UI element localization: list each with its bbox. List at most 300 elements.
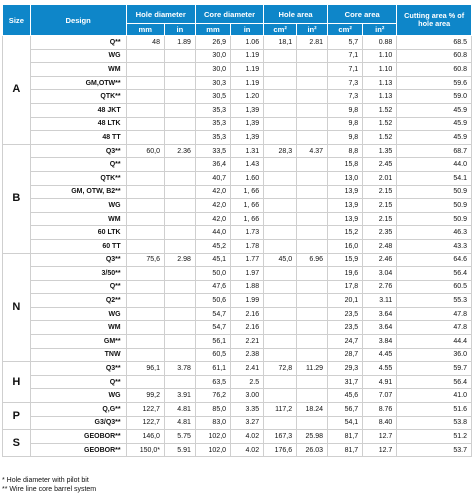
cell-core-in: 2.5 bbox=[231, 375, 264, 389]
cell-core-mm: 47,6 bbox=[195, 280, 230, 294]
table-header bbox=[3, 5, 472, 36]
cell-design: Q3** bbox=[30, 253, 126, 267]
cell-core-in: 1.73 bbox=[231, 226, 264, 240]
unit-core-mm: mm bbox=[195, 24, 230, 36]
cell-hole-in: 2.36 bbox=[164, 144, 195, 158]
table-row bbox=[3, 36, 472, 50]
cell-core-in: 1.06 bbox=[231, 36, 264, 50]
cell-core-mm: 56,1 bbox=[195, 335, 230, 349]
cell-carea-in2: 4.91 bbox=[363, 375, 397, 389]
cell-carea-in2: 1.13 bbox=[363, 76, 397, 90]
cell-design: GEOBOR** bbox=[30, 443, 126, 457]
unit-carea-in2: in² bbox=[363, 24, 397, 36]
cell-harea-cm2 bbox=[264, 375, 297, 389]
cell-carea-in2: 2.76 bbox=[363, 280, 397, 294]
cell-cutting-area: 59.6 bbox=[397, 76, 472, 90]
table-row bbox=[3, 294, 472, 308]
cell-hole-in bbox=[164, 212, 195, 226]
cell-design: WM bbox=[30, 63, 126, 77]
cell-cutting-area: 56.4 bbox=[397, 375, 472, 389]
cell-hole-in bbox=[164, 239, 195, 253]
table-row bbox=[3, 267, 472, 281]
cell-hole-in: 5.91 bbox=[164, 443, 195, 457]
cell-carea-in2: 2.45 bbox=[363, 158, 397, 172]
cell-core-mm: 45,2 bbox=[195, 239, 230, 253]
cell-core-in: 4.02 bbox=[231, 430, 264, 444]
cell-harea-in2 bbox=[297, 239, 328, 253]
cell-harea-in2 bbox=[297, 267, 328, 281]
table-body bbox=[3, 36, 472, 457]
cell-carea-in2: 2.35 bbox=[363, 226, 397, 240]
cell-carea-in2: 1.10 bbox=[363, 63, 397, 77]
cell-harea-cm2 bbox=[264, 131, 297, 145]
cell-harea-cm2 bbox=[264, 280, 297, 294]
table-row bbox=[3, 321, 472, 335]
cell-core-in: 1.31 bbox=[231, 144, 264, 158]
table-row bbox=[3, 416, 472, 430]
cell-carea-in2: 8.76 bbox=[363, 403, 397, 417]
cell-carea-cm2: 24,7 bbox=[328, 335, 363, 349]
cell-core-mm: 35,3 bbox=[195, 117, 230, 131]
cell-cutting-area: 53.7 bbox=[397, 443, 472, 457]
cell-cutting-area: 47.8 bbox=[397, 321, 472, 335]
cell-harea-in2: 18.24 bbox=[297, 403, 328, 417]
cell-carea-in2: 1.52 bbox=[363, 103, 397, 117]
cell-core-in: 1,39 bbox=[231, 103, 264, 117]
cell-cutting-area: 50.9 bbox=[397, 199, 472, 213]
cell-harea-in2 bbox=[297, 335, 328, 349]
cell-hole-mm: 99,2 bbox=[126, 389, 164, 403]
cell-core-mm: 50,0 bbox=[195, 267, 230, 281]
cell-core-mm: 30,0 bbox=[195, 49, 230, 63]
cell-core-mm: 63,5 bbox=[195, 375, 230, 389]
cell-core-mm: 26,9 bbox=[195, 36, 230, 50]
cell-hole-in bbox=[164, 76, 195, 90]
cell-carea-cm2: 7,3 bbox=[328, 90, 363, 104]
table-row bbox=[3, 49, 472, 63]
table-row bbox=[3, 185, 472, 199]
cell-hole-in bbox=[164, 117, 195, 131]
cell-cutting-area: 60.8 bbox=[397, 49, 472, 63]
cell-cutting-area: 56.4 bbox=[397, 267, 472, 281]
size-cell: B bbox=[3, 144, 31, 253]
header-core-area: Core area bbox=[328, 5, 397, 24]
table-row bbox=[3, 76, 472, 90]
cell-hole-mm bbox=[126, 63, 164, 77]
cell-core-in: 1.43 bbox=[231, 158, 264, 172]
cell-cutting-area: 68.5 bbox=[397, 36, 472, 50]
table-row bbox=[3, 90, 472, 104]
cell-harea-in2 bbox=[297, 212, 328, 226]
cell-harea-cm2: 117,2 bbox=[264, 403, 297, 417]
cell-cutting-area: 60.5 bbox=[397, 280, 472, 294]
cell-cutting-area: 68.7 bbox=[397, 144, 472, 158]
cell-carea-cm2: 23,5 bbox=[328, 321, 363, 335]
cell-carea-cm2: 31,7 bbox=[328, 375, 363, 389]
cell-core-mm: 35,3 bbox=[195, 131, 230, 145]
cell-hole-in bbox=[164, 49, 195, 63]
cell-carea-in2: 8.40 bbox=[363, 416, 397, 430]
cell-harea-cm2: 18,1 bbox=[264, 36, 297, 50]
table-row bbox=[3, 253, 472, 267]
header-hole-diameter: Hole diameter bbox=[126, 5, 195, 24]
cell-harea-in2 bbox=[297, 294, 328, 308]
cell-core-in: 2.38 bbox=[231, 348, 264, 362]
cell-harea-cm2 bbox=[264, 63, 297, 77]
table-row bbox=[3, 389, 472, 403]
cell-carea-cm2: 13,9 bbox=[328, 212, 363, 226]
cell-harea-cm2 bbox=[264, 267, 297, 281]
cell-core-mm: 30,3 bbox=[195, 76, 230, 90]
cell-harea-cm2 bbox=[264, 103, 297, 117]
cell-hole-in bbox=[164, 103, 195, 117]
cell-design: Q2** bbox=[30, 294, 126, 308]
unit-core-in: in bbox=[231, 24, 264, 36]
cell-harea-in2: 26.03 bbox=[297, 443, 328, 457]
cell-hole-mm: 150,0* bbox=[126, 443, 164, 457]
cell-core-in: 1.60 bbox=[231, 171, 264, 185]
cell-harea-in2 bbox=[297, 375, 328, 389]
cell-harea-in2 bbox=[297, 63, 328, 77]
cell-hole-mm: 96,1 bbox=[126, 362, 164, 376]
cell-carea-cm2: 5,7 bbox=[328, 36, 363, 50]
cell-core-in: 1.88 bbox=[231, 280, 264, 294]
cell-carea-cm2: 15,9 bbox=[328, 253, 363, 267]
cell-cutting-area: 54.1 bbox=[397, 171, 472, 185]
cell-carea-in2: 1.52 bbox=[363, 117, 397, 131]
cell-design: WG bbox=[30, 199, 126, 213]
cell-harea-cm2 bbox=[264, 335, 297, 349]
cell-core-mm: 30,0 bbox=[195, 63, 230, 77]
cell-cutting-area: 51.6 bbox=[397, 403, 472, 417]
cell-design: TNW bbox=[30, 348, 126, 362]
cell-carea-in2: 3.84 bbox=[363, 335, 397, 349]
size-cell: N bbox=[3, 253, 31, 362]
cell-design: 48 JKT bbox=[30, 103, 126, 117]
cell-hole-in: 3.91 bbox=[164, 389, 195, 403]
cell-harea-cm2 bbox=[264, 117, 297, 131]
cell-hole-in: 3.78 bbox=[164, 362, 195, 376]
cell-design: QTK** bbox=[30, 90, 126, 104]
cell-core-mm: 83,0 bbox=[195, 416, 230, 430]
cell-carea-cm2: 81,7 bbox=[328, 443, 363, 457]
cell-cutting-area: 36.0 bbox=[397, 348, 472, 362]
cell-hole-mm bbox=[126, 199, 164, 213]
cell-hole-mm bbox=[126, 321, 164, 335]
cell-cutting-area: 44.0 bbox=[397, 158, 472, 172]
cell-cutting-area: 53.8 bbox=[397, 416, 472, 430]
cell-harea-in2 bbox=[297, 389, 328, 403]
cell-cutting-area: 45.9 bbox=[397, 103, 472, 117]
cell-hole-mm bbox=[126, 375, 164, 389]
cell-core-mm: 102,0 bbox=[195, 430, 230, 444]
cell-design: WG bbox=[30, 307, 126, 321]
cell-design: GM, OTW, B2** bbox=[30, 185, 126, 199]
cell-design: Q** bbox=[30, 375, 126, 389]
cell-core-mm: 30,5 bbox=[195, 90, 230, 104]
header-size: Size bbox=[3, 5, 31, 36]
cell-harea-cm2 bbox=[264, 171, 297, 185]
header-core-diameter: Core diameter bbox=[195, 5, 263, 24]
cell-carea-cm2: 9,8 bbox=[328, 131, 363, 145]
cell-carea-cm2: 20,1 bbox=[328, 294, 363, 308]
header-cutting-area: Cutting area % of hole area bbox=[397, 5, 472, 36]
cell-cutting-area: 59.7 bbox=[397, 362, 472, 376]
cell-design: Q,G** bbox=[30, 403, 126, 417]
cell-design: WM bbox=[30, 321, 126, 335]
cell-carea-cm2: 7,1 bbox=[328, 63, 363, 77]
cell-core-in: 1.78 bbox=[231, 239, 264, 253]
cell-harea-cm2 bbox=[264, 185, 297, 199]
cell-harea-cm2 bbox=[264, 199, 297, 213]
cell-cutting-area: 47.8 bbox=[397, 307, 472, 321]
cell-harea-in2 bbox=[297, 158, 328, 172]
cell-hole-mm: 60,0 bbox=[126, 144, 164, 158]
cell-harea-in2 bbox=[297, 131, 328, 145]
cell-harea-in2 bbox=[297, 185, 328, 199]
cell-core-in: 1,39 bbox=[231, 131, 264, 145]
cell-cutting-area: 46.3 bbox=[397, 226, 472, 240]
cell-carea-cm2: 15,2 bbox=[328, 226, 363, 240]
cell-carea-cm2: 8,8 bbox=[328, 144, 363, 158]
cell-core-mm: 60,5 bbox=[195, 348, 230, 362]
cell-core-in: 2.41 bbox=[231, 362, 264, 376]
cell-design: Q3** bbox=[30, 362, 126, 376]
cell-hole-in bbox=[164, 294, 195, 308]
cell-core-in: 1, 66 bbox=[231, 212, 264, 226]
cell-design: Q3** bbox=[30, 144, 126, 158]
cell-harea-in2: 25.98 bbox=[297, 430, 328, 444]
unit-hole-in: in bbox=[164, 24, 195, 36]
cell-hole-mm bbox=[126, 348, 164, 362]
cell-core-in: 3.27 bbox=[231, 416, 264, 430]
cell-hole-in bbox=[164, 226, 195, 240]
table-row bbox=[3, 171, 472, 185]
cell-hole-mm bbox=[126, 185, 164, 199]
cell-harea-cm2 bbox=[264, 416, 297, 430]
cell-carea-in2: 3.64 bbox=[363, 321, 397, 335]
cell-core-mm: 42,0 bbox=[195, 185, 230, 199]
cell-harea-cm2: 167,3 bbox=[264, 430, 297, 444]
cell-core-mm: 42,0 bbox=[195, 212, 230, 226]
table-row bbox=[3, 144, 472, 158]
table-row bbox=[3, 117, 472, 131]
cell-core-in: 1, 66 bbox=[231, 185, 264, 199]
cell-cutting-area: 44.4 bbox=[397, 335, 472, 349]
cell-hole-mm bbox=[126, 171, 164, 185]
cell-harea-cm2 bbox=[264, 321, 297, 335]
cell-hole-mm: 122,7 bbox=[126, 416, 164, 430]
table-row bbox=[3, 375, 472, 389]
cell-harea-cm2: 176,6 bbox=[264, 443, 297, 457]
cell-harea-cm2 bbox=[264, 294, 297, 308]
cell-harea-in2 bbox=[297, 226, 328, 240]
cell-hole-in bbox=[164, 185, 195, 199]
cell-hole-mm bbox=[126, 90, 164, 104]
cell-carea-in2: 2.15 bbox=[363, 185, 397, 199]
cell-core-mm: 33,5 bbox=[195, 144, 230, 158]
cell-hole-in bbox=[164, 171, 195, 185]
cell-harea-in2 bbox=[297, 416, 328, 430]
cell-harea-in2: 11.29 bbox=[297, 362, 328, 376]
table-row bbox=[3, 239, 472, 253]
table-row bbox=[3, 199, 472, 213]
cell-hole-in: 4.81 bbox=[164, 403, 195, 417]
cell-hole-mm bbox=[126, 226, 164, 240]
cell-carea-in2: 12.7 bbox=[363, 430, 397, 444]
cell-carea-cm2: 9,8 bbox=[328, 103, 363, 117]
cell-hole-in bbox=[164, 348, 195, 362]
cell-design: WM bbox=[30, 212, 126, 226]
size-cell: H bbox=[3, 362, 31, 403]
header-hole-area: Hole area bbox=[264, 5, 328, 24]
cell-carea-cm2: 81,7 bbox=[328, 430, 363, 444]
cell-carea-in2: 12.7 bbox=[363, 443, 397, 457]
cell-carea-cm2: 7,3 bbox=[328, 76, 363, 90]
cell-carea-in2: 2.48 bbox=[363, 239, 397, 253]
cell-harea-in2 bbox=[297, 76, 328, 90]
cell-harea-cm2 bbox=[264, 158, 297, 172]
cell-core-in: 2.16 bbox=[231, 321, 264, 335]
cell-carea-cm2: 13,0 bbox=[328, 171, 363, 185]
cell-harea-in2 bbox=[297, 199, 328, 213]
cell-hole-in: 4.81 bbox=[164, 416, 195, 430]
cell-carea-in2: 2.46 bbox=[363, 253, 397, 267]
cell-carea-cm2: 56,7 bbox=[328, 403, 363, 417]
cell-harea-cm2 bbox=[264, 49, 297, 63]
core-drilling-table bbox=[2, 4, 472, 457]
cell-harea-cm2 bbox=[264, 348, 297, 362]
cell-harea-in2 bbox=[297, 348, 328, 362]
cell-harea-in2 bbox=[297, 117, 328, 131]
cell-core-in: 1,39 bbox=[231, 117, 264, 131]
cell-carea-cm2: 29,3 bbox=[328, 362, 363, 376]
cell-core-mm: 35,3 bbox=[195, 103, 230, 117]
cell-hole-in bbox=[164, 131, 195, 145]
cell-harea-in2: 6.96 bbox=[297, 253, 328, 267]
cell-hole-in: 1.89 bbox=[164, 36, 195, 50]
table-row bbox=[3, 307, 472, 321]
cell-hole-mm bbox=[126, 267, 164, 281]
table-row bbox=[3, 280, 472, 294]
cell-design: Q** bbox=[30, 158, 126, 172]
cell-core-in: 1, 66 bbox=[231, 199, 264, 213]
cell-core-mm: 76,2 bbox=[195, 389, 230, 403]
cell-hole-mm bbox=[126, 117, 164, 131]
cell-core-in: 2.21 bbox=[231, 335, 264, 349]
cell-core-in: 1.19 bbox=[231, 76, 264, 90]
cell-hole-in bbox=[164, 321, 195, 335]
cell-core-in: 1.77 bbox=[231, 253, 264, 267]
cell-carea-cm2: 13,9 bbox=[328, 185, 363, 199]
cell-hole-mm bbox=[126, 239, 164, 253]
cell-carea-in2: 2.15 bbox=[363, 199, 397, 213]
table-row bbox=[3, 103, 472, 117]
table-row bbox=[3, 226, 472, 240]
cell-core-in: 1.20 bbox=[231, 90, 264, 104]
cell-design: 60 LTK bbox=[30, 226, 126, 240]
cell-design: 60 TT bbox=[30, 239, 126, 253]
cell-core-in: 3.35 bbox=[231, 403, 264, 417]
cell-harea-in2: 2.81 bbox=[297, 36, 328, 50]
cell-carea-in2: 3.04 bbox=[363, 267, 397, 281]
cell-core-mm: 42,0 bbox=[195, 199, 230, 213]
cell-hole-in bbox=[164, 90, 195, 104]
cell-core-mm: 45,1 bbox=[195, 253, 230, 267]
table-row bbox=[3, 158, 472, 172]
table-row bbox=[3, 63, 472, 77]
cell-harea-in2 bbox=[297, 171, 328, 185]
table-row bbox=[3, 443, 472, 457]
cell-cutting-area: 45.9 bbox=[397, 117, 472, 131]
cell-cutting-area: 45.9 bbox=[397, 131, 472, 145]
cell-cutting-area: 41.0 bbox=[397, 389, 472, 403]
cell-core-mm: 61,1 bbox=[195, 362, 230, 376]
cell-cutting-area: 59.0 bbox=[397, 90, 472, 104]
cell-design: G3/Q3** bbox=[30, 416, 126, 430]
cell-core-in: 3.00 bbox=[231, 389, 264, 403]
cell-carea-cm2: 7,1 bbox=[328, 49, 363, 63]
unit-hole-mm: mm bbox=[126, 24, 164, 36]
cell-design: 48 LTK bbox=[30, 117, 126, 131]
cell-core-mm: 44,0 bbox=[195, 226, 230, 240]
cell-carea-cm2: 15,8 bbox=[328, 158, 363, 172]
cell-core-in: 4.02 bbox=[231, 443, 264, 457]
cell-cutting-area: 55.3 bbox=[397, 294, 472, 308]
cell-carea-in2: 7.07 bbox=[363, 389, 397, 403]
cell-hole-mm: 146,0 bbox=[126, 430, 164, 444]
cell-carea-cm2: 28,7 bbox=[328, 348, 363, 362]
cell-hole-mm bbox=[126, 76, 164, 90]
cell-core-mm: 54,7 bbox=[195, 307, 230, 321]
unit-harea-in2: in² bbox=[297, 24, 328, 36]
cell-hole-mm bbox=[126, 49, 164, 63]
cell-hole-mm: 122,7 bbox=[126, 403, 164, 417]
cell-cutting-area: 64.6 bbox=[397, 253, 472, 267]
table-row bbox=[3, 131, 472, 145]
cell-harea-in2 bbox=[297, 280, 328, 294]
cell-hole-in bbox=[164, 280, 195, 294]
cell-hole-mm bbox=[126, 335, 164, 349]
cell-harea-cm2 bbox=[264, 226, 297, 240]
table-row bbox=[3, 212, 472, 226]
cell-core-in: 1.99 bbox=[231, 294, 264, 308]
cell-hole-mm bbox=[126, 158, 164, 172]
footnotes bbox=[2, 476, 96, 494]
cell-core-mm: 36,4 bbox=[195, 158, 230, 172]
cell-harea-cm2 bbox=[264, 90, 297, 104]
cell-hole-mm bbox=[126, 212, 164, 226]
size-cell: P bbox=[3, 403, 31, 430]
table-row bbox=[3, 362, 472, 376]
cell-harea-cm2: 28,3 bbox=[264, 144, 297, 158]
cell-harea-cm2 bbox=[264, 212, 297, 226]
cell-harea-in2: 4.37 bbox=[297, 144, 328, 158]
cell-cutting-area: 50.9 bbox=[397, 212, 472, 226]
cell-hole-in bbox=[164, 375, 195, 389]
cell-hole-in bbox=[164, 199, 195, 213]
cell-harea-in2 bbox=[297, 103, 328, 117]
size-cell: S bbox=[3, 430, 31, 457]
cell-carea-in2: 1.10 bbox=[363, 49, 397, 63]
cell-harea-in2 bbox=[297, 321, 328, 335]
cell-hole-mm bbox=[126, 131, 164, 145]
cell-carea-in2: 4.45 bbox=[363, 348, 397, 362]
cell-hole-in: 5.75 bbox=[164, 430, 195, 444]
table-row bbox=[3, 430, 472, 444]
size-cell: A bbox=[3, 36, 31, 145]
cell-core-mm: 54,7 bbox=[195, 321, 230, 335]
